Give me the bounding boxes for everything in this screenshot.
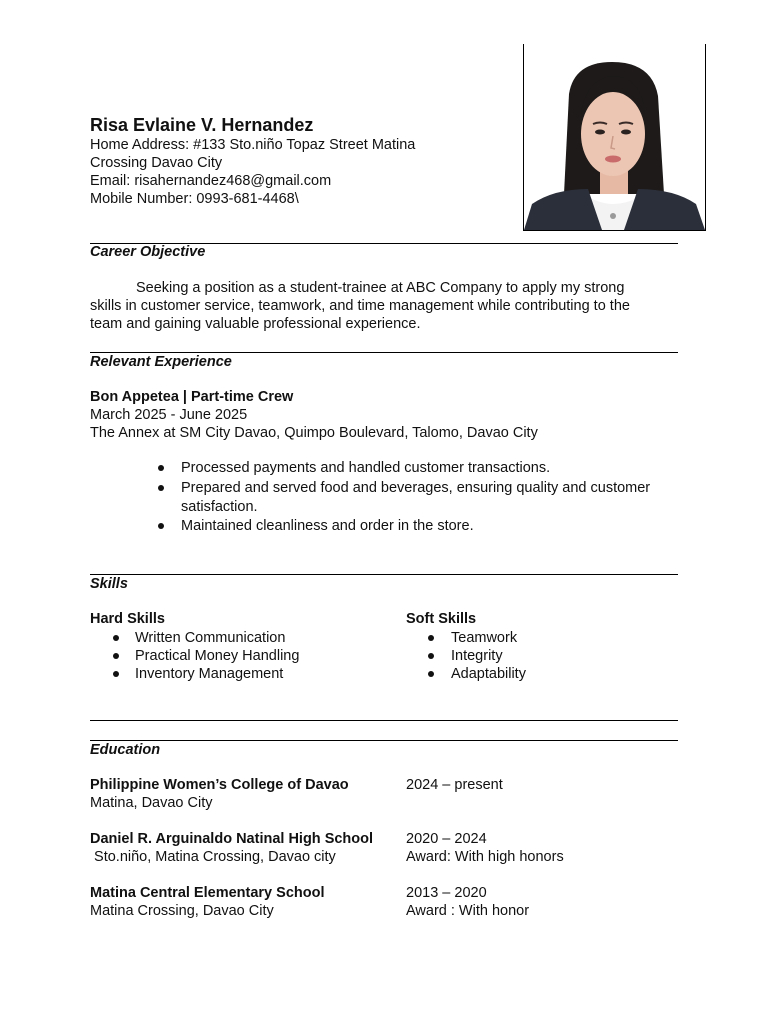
bullet-icon [113, 653, 119, 659]
school-award: Award : With honor [406, 903, 530, 919]
experience-heading: Relevant Experience [90, 354, 232, 370]
bullet-icon [428, 671, 434, 677]
soft-skill-item: Adaptability [451, 666, 526, 682]
school-location: Matina, Davao City [90, 795, 213, 811]
skills-heading: Skills [90, 576, 128, 592]
hard-skill-item: Written Communication [135, 630, 286, 646]
hard-skill-item: Inventory Management [135, 666, 284, 682]
job-dates: March 2025 - June 2025 [90, 407, 248, 423]
experience-bullet-continuation: satisfaction. [181, 499, 258, 515]
school-location: Matina Crossing, Davao City [90, 903, 274, 919]
school-name: Philippine Women’s College of Davao [90, 777, 349, 793]
bullet-icon [158, 465, 164, 471]
bullet-icon [428, 653, 434, 659]
experience-bullet: Maintained cleanliness and order in the store. [181, 518, 474, 534]
hard-skills-title: Hard Skills [90, 611, 165, 627]
experience-bullet: Processed payments and handled customer transactions. [181, 460, 551, 476]
objective-line: skills in customer service, teamwork, and time management while contributing to the [90, 298, 630, 314]
hard-skill-item: Practical Money Handling [135, 648, 300, 664]
home-address-line2: Crossing Davao City [90, 155, 223, 171]
soft-skill-item: Integrity [451, 648, 503, 664]
school-name: Matina Central Elementary School [90, 885, 325, 901]
school-name: Daniel R. Arguinaldo Natinal High School [90, 831, 374, 847]
job-title: Bon Appetea | Part-time Crew [90, 389, 294, 405]
applicant-name: Risa Evlaine V. Hernandez [90, 115, 314, 135]
bullet-icon [428, 635, 434, 641]
divider [90, 574, 678, 575]
divider [90, 740, 678, 741]
email-text: Email: risahernandez468@gmail.com [90, 173, 332, 189]
school-years: 2013 – 2020 [406, 885, 487, 901]
bullet-icon [113, 671, 119, 677]
education-heading: Education [90, 742, 161, 758]
bullet-icon [158, 485, 164, 491]
home-address-line1: Home Address: #133 Sto.niño Topaz Street Matina [90, 137, 416, 153]
job-location: The Annex at SM City Davao, Quimpo Boulevard, Talomo, Davao City [90, 425, 538, 441]
objective-line: Seeking a position as a student-trainee at ABC Company to apply my strong [136, 280, 625, 296]
school-location: Sto.niño, Matina Crossing, Davao city [90, 849, 336, 865]
soft-skill-item: Teamwork [451, 630, 518, 646]
school-years: 2020 – 2024 [406, 831, 487, 847]
profile-photo-illustration [524, 44, 705, 230]
profile-photo [523, 44, 706, 231]
bullet-icon [158, 523, 164, 529]
mobile-number: Mobile Number: 0993-681-4468\ [90, 191, 299, 207]
divider [90, 720, 678, 721]
soft-skills-title: Soft Skills [406, 611, 477, 627]
career-objective-heading: Career Objective [90, 244, 206, 260]
objective-line: team and gaining valuable professional experience. [90, 316, 421, 332]
school-award: Award: With high honors [406, 849, 564, 865]
school-years: 2024 – present [406, 777, 503, 793]
bullet-icon [113, 635, 119, 641]
experience-bullet: Prepared and served food and beverages, ensuring quality and customer [181, 480, 651, 496]
